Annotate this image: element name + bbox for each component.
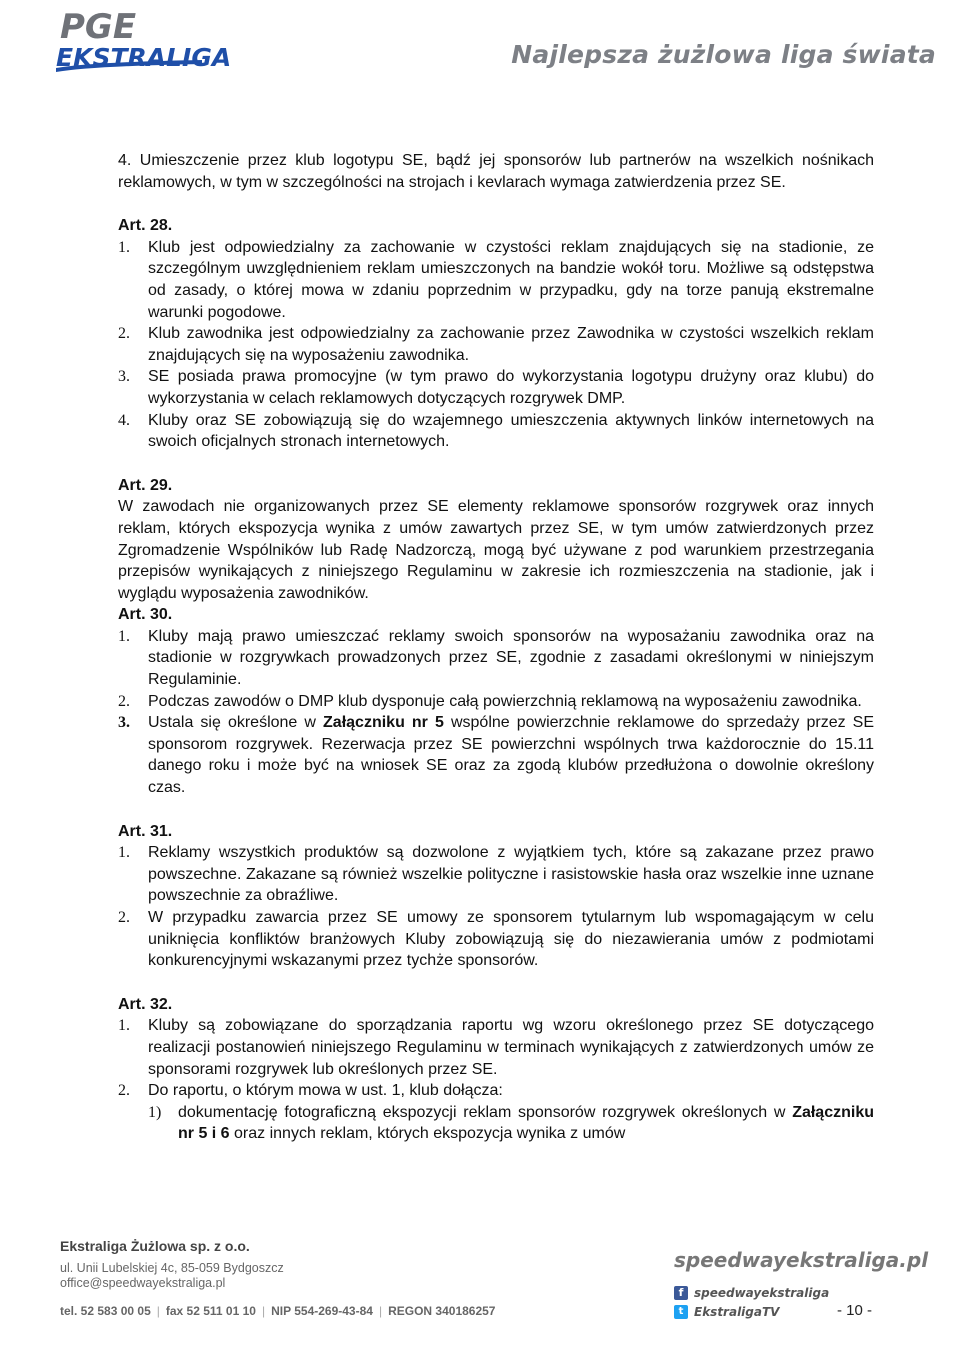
footer-address-block [60,1238,284,1291]
art28-item-2: 2. Klub zawodnika jest odpowiedzialny za zachowanie przez Zawodnika w czystości wszelkich reklam znajdujących się na wyposażeniu zawodnika. [118,325,874,364]
art31-item-2: 2. W przypadku zawarcia przez SE umowy ze sponsorem tytularnym lub wspomagającym w celu uniknięcia konfliktów branżowych Kluby zobowiązują się do niezawierania umów z podmiotami konkurencyjnymi wskazanymi przez tychże sponsorów. [118,909,874,970]
art28-item-1: 1. Klub jest odpowiedzialny za zachowanie w czystości reklam znajdujących się na stadionie, ze szczególnym uwzględnieniem reklam umieszczonych na bandzie wokół toru. Możliwe są odstępstwa od zasady, o której mowa w zdaniu poprzednim w przypadku, gdy na torze panują ekstremalne warunki pogodowe. [118,238,874,321]
art29-title: Art. 29. [118,476,173,494]
art30-item-3: 3. Ustala się określone w Załączniku nr 5 wspólne powierzchnie reklamowe do sprzedaży przez SE sponsorom rozgrywek. Rezerwacja przez SE powierzchni wspólnych trwa każdorocznie do 15.11 danego roku i może być na wniosek SE oraz za zgodą klubów przedłużona o dowolnie określony czas. [118,714,875,797]
footer-facebook[interactable] [674,1286,829,1300]
art30-item-2: 2. Podczas zawodów o DMP klub dysponuje całą powierzchnią reklamową na wyposażeniu zawodnika. [118,692,862,710]
art28-item-4: 4. Kluby oraz SE zobowiązują się do wzajemnego umieszczenia aktywnych linków internetowych na swoich oficjalnych stronach internetowych. [118,411,874,451]
footer-company: Ekstraliga Żużlowa sp. z o.o. [60,1238,250,1254]
footer-nip: NIP 554-269-43-84 [271,1304,373,1318]
footer-tel: tel. 52 583 00 05 [60,1304,151,1318]
page-number: - 10 - [836,1302,872,1319]
footer-fax: fax 52 511 01 10 [165,1304,256,1318]
art32-subitem-1: 1) dokumentację fotograficzną ekspozycji reklam sponsorów rozgrywek określonych w Załączniku nr 5 i 6 oraz innych reklam, których ekspozycja wynika z umów [148,1103,874,1143]
art31-item-1: 1. Reklamy wszystkich produktów są dozwolone z wyjątkiem tych, które są zakazane przez prawo powszechne. Zakazane są również wszelkie polityczne i rasistowskie hasła oraz wszelkie inne uznane powszechnie za obraźliwe. [118,844,874,905]
art32-item-2: 2. Do raportu, o którym mowa w ust. 1, klub dołącza: [118,1082,503,1100]
tagline: Najlepsza żużlowa liga świata [511,40,936,69]
logo-line2: EKSTRALIGA [56,43,232,72]
art28-item-3: 3. SE posiada prawa promocyjne (w tym prawo do wykorzystania logotypu drużyny oraz klubu) do wykorzystania w celach reklamowych dotyczących rozgrywek DMP. [118,368,874,407]
document-body [118,150,874,1145]
twitter-icon: t [674,1305,688,1319]
footer-address: ul. Unii Lubelskiej 4c, 85-059 Bydgoszcz [60,1261,284,1275]
footer-regon: REGON 340186257 [388,1304,496,1318]
art29-text: W zawodach nie organizowanych przez SE elementy reklamowe sponsorów rozgrywek oraz innych reklam, których ekspozycja wynika z umów zawartych przez SE, w tym umów zatwierdzonych przez Zgromadzenie Wspólników lub Radę Nadzorczą, mogą być używane z pod warunkiem przestrzegania przepisów wynikających z niniejszego Regulaminu w zakresie ich rozmieszczenia na stadionie, jak i wyglądu wyposażenia zawodników. [118,498,874,602]
footer-twitter[interactable] [674,1305,779,1319]
footer-contact-bar: tel. 52 583 00 05 | fax 52 511 01 10 | NIP 554-269-43-84 | REGON 340186257 [60,1304,496,1318]
art31-title: Art. 31. [118,822,173,840]
art30-title: Art. 30. [118,606,173,624]
pge-ekstraliga-logo [52,4,282,80]
footer-email[interactable]: office@speedwayekstraliga.pl [60,1276,226,1290]
facebook-handle: speedwayekstraliga [694,1286,830,1300]
facebook-icon: f [674,1286,688,1300]
intro-item: 4. Umieszczenie przez klub logotypu SE, bądź jej sponsorów lub partnerów na wszelkich nośnikach reklamowych, w tym w szczególności na strojach i kevlarach wymaga zatwierdzenia przez SE. [118,152,874,191]
twitter-handle: EkstraligaTV [694,1305,780,1319]
art32-item-1: 1. Kluby są zobowiązane do sporządzania raportu wg wzoru określonego przez SE dotyczącego realizacji postanowień niniejszego Regulaminu w terminach wynikających z zatwierdzonych umów ze sponsorami rozgrywek lub określonych przez SE. [118,1017,874,1078]
art32-title: Art. 32. [118,995,173,1013]
art28-title: Art. 28. [118,217,173,235]
footer-website[interactable]: speedwayekstraliga.pl [674,1248,929,1272]
art30-item-1: 1. Kluby mają prawo umieszczać reklamy swoich sponsorów na wyposażaniu zawodnika oraz na stadionie w rozgrywkach prowadzonych przez SE, zgodnie z zasadami określonymi w niniejszym Regulaminie. [118,627,874,689]
logo-line1: PGE [60,7,137,47]
